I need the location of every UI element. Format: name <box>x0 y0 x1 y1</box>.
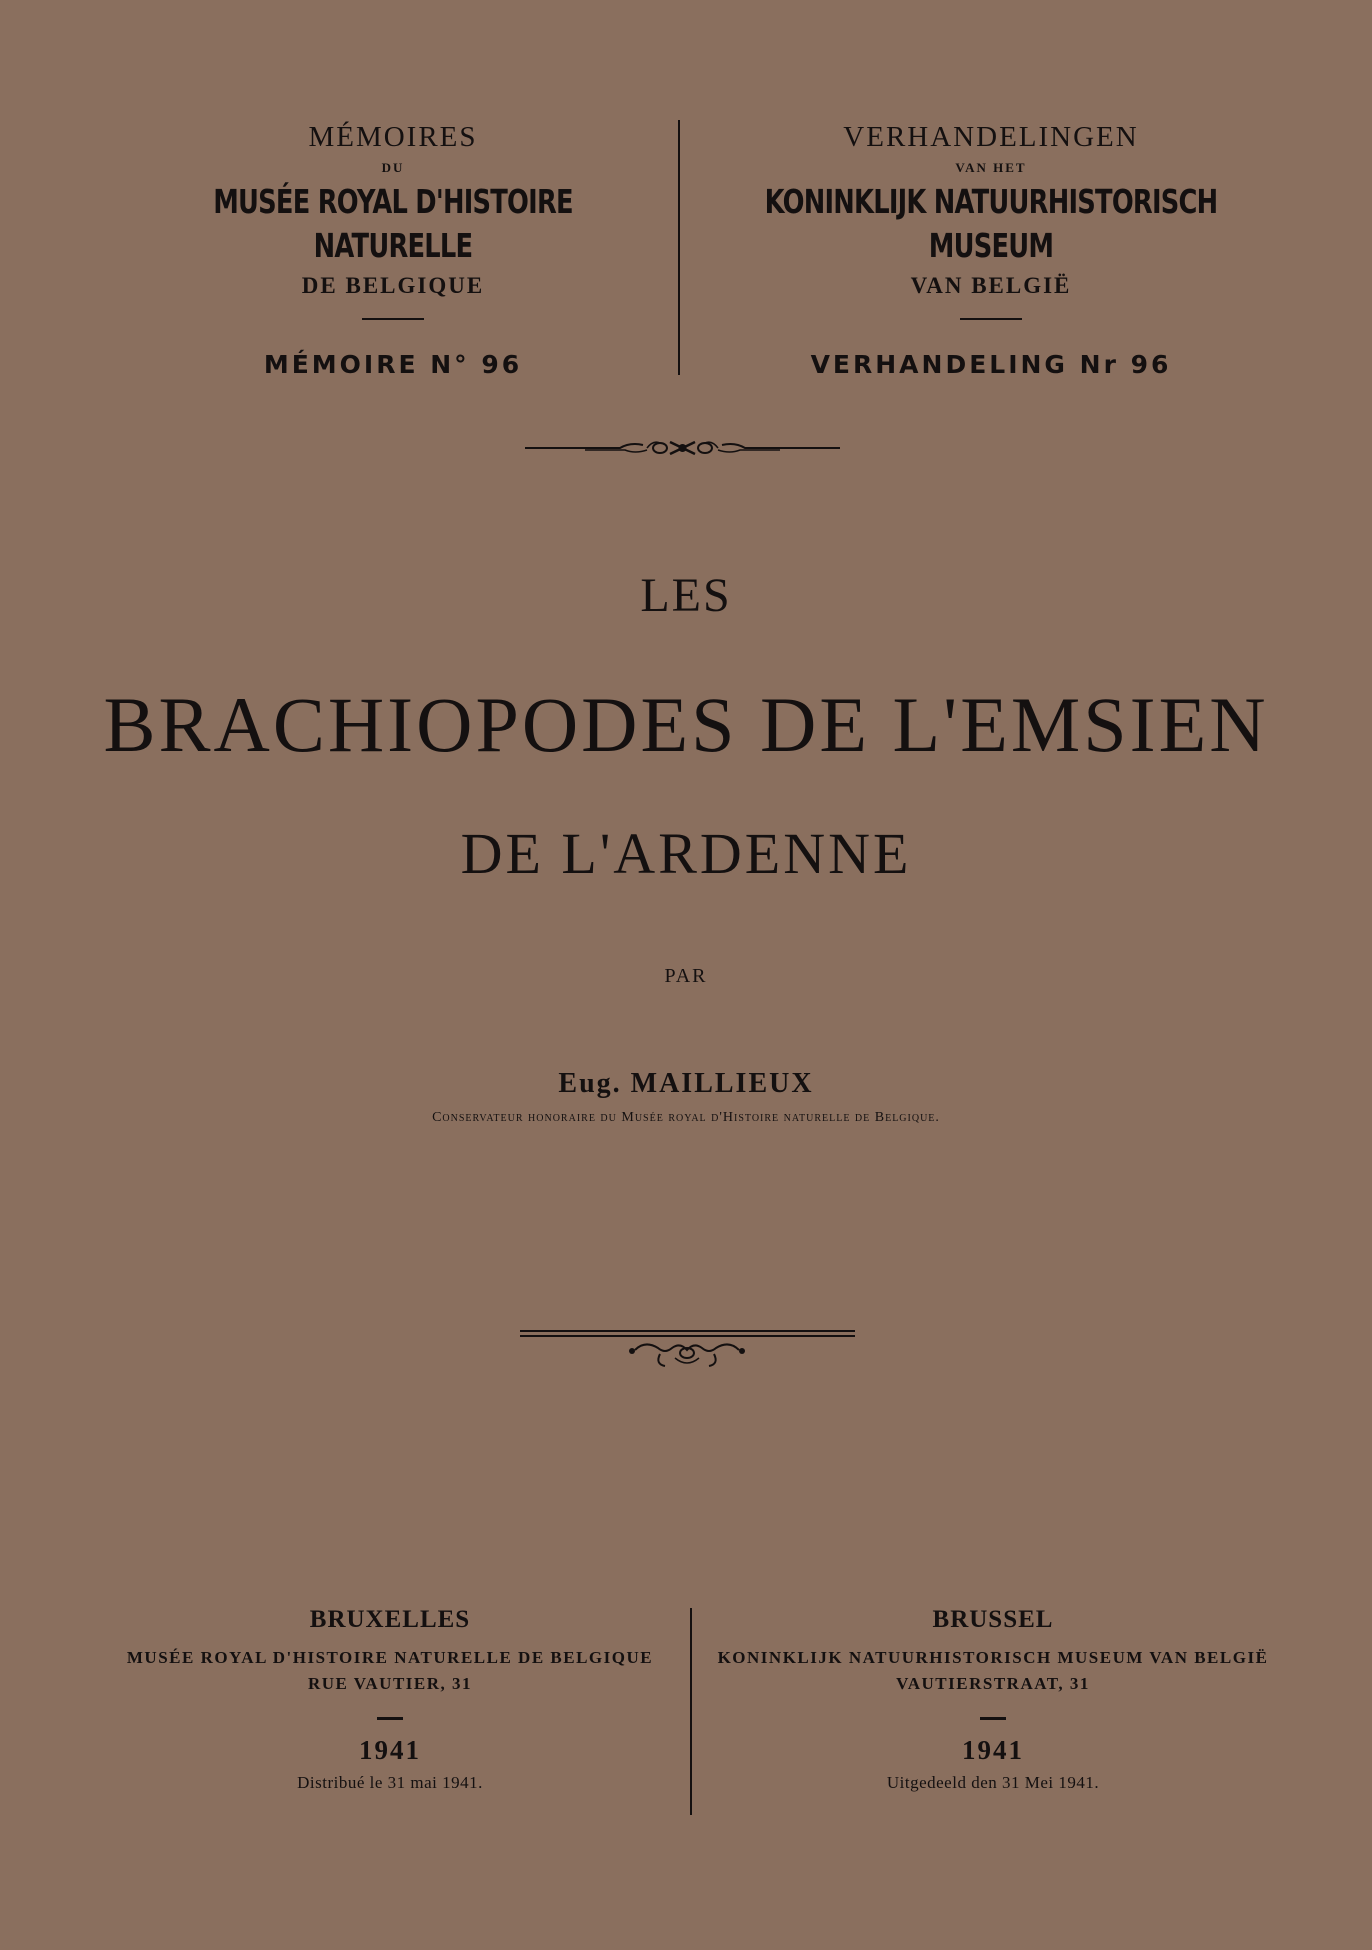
year-fr: 1941 <box>359 1735 421 1765</box>
top-ornament <box>525 436 840 460</box>
header-left-column <box>83 120 703 379</box>
year-nl: 1941 <box>962 1735 1024 1765</box>
address-fr: RUE VAUTIER, 31 <box>307 1674 473 1693</box>
byline-par: PAR <box>664 965 708 987</box>
title-main: BRACHIOPODES DE L'EMSIEN <box>103 681 1269 768</box>
country-nl: VAN BELGIË <box>910 273 1072 298</box>
series-connector-nl: VAN HET <box>955 160 1027 175</box>
header-rule-left <box>362 318 424 320</box>
header-vertical-divider <box>678 120 680 375</box>
publisher-nl: KONINKLIJK NATUURHISTORISCH MUSEUM VAN BELGIË <box>717 1648 1269 1667</box>
series-connector-fr: DU <box>381 160 405 175</box>
series-title-nl: VERHANDELINGEN <box>843 121 1139 153</box>
distribution-nl: Uitgedeeld den 31 Mei 1941. <box>886 1773 1100 1792</box>
header-right-column <box>681 120 1301 379</box>
footer-rule-left <box>377 1717 403 1720</box>
footer-rule-right <box>980 1717 1006 1720</box>
footer-left-column <box>90 1605 690 1794</box>
memoir-number-fr: MÉMOIRE N° 96 <box>263 350 523 379</box>
bottom-ornament <box>520 1328 855 1372</box>
country-fr: DE BELGIQUE <box>301 273 485 298</box>
series-title-fr: MÉMOIRES <box>308 121 478 153</box>
author-name: Eug. MAILLIEUX <box>558 1068 814 1099</box>
city-fr: BRUXELLES <box>309 1606 471 1633</box>
institution-name-nl: KONINKLIJK NATUURHISTORISCH MUSEUM <box>764 182 1218 265</box>
city-nl: BRUSSEL <box>932 1606 1054 1633</box>
title-pre: LES <box>640 569 732 622</box>
memoir-number-nl: VERHANDELING Nr 96 <box>810 350 1172 379</box>
distribution-fr: Distribué le 31 mai 1941. <box>297 1773 483 1792</box>
address-nl: VAUTIERSTRAAT, 31 <box>896 1674 1090 1693</box>
publisher-fr: MUSÉE ROYAL D'HISTOIRE NATURELLE DE BELGIQUE <box>126 1648 654 1667</box>
header-rule-right <box>960 318 1022 320</box>
footer-vertical-divider <box>690 1608 692 1815</box>
footer-right-column <box>693 1605 1293 1794</box>
title-sub: DE L'ARDENNE <box>460 821 912 886</box>
author-role: Conservateur honoraire du Musée royal d'Histoire naturelle de Belgique. <box>432 1110 940 1125</box>
institution-name-fr: MUSÉE ROYAL D'HISTOIRE NATURELLE <box>213 182 573 265</box>
